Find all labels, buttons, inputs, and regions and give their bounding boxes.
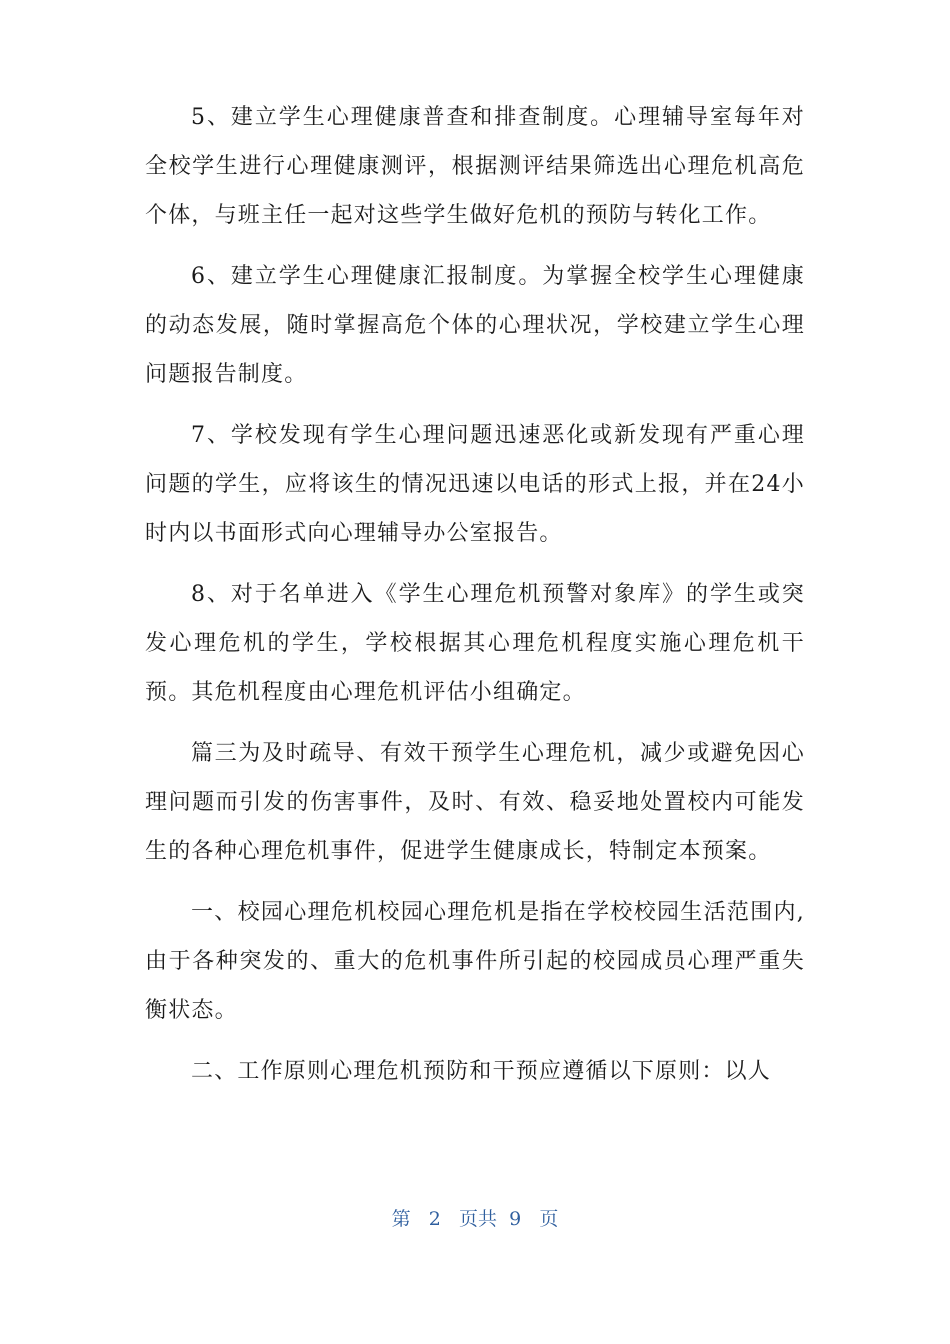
paragraph-item-7: 7、学校发现有学生心理问题迅速恶化或新发现有严重心理问题的学生，应将该生的情况迅速以电话的形式上报，并在24小时内以书面形式向心理辅导办公室报告。: [145, 423, 805, 546]
footer-current-page: 2: [428, 1208, 441, 1230]
footer-middle: 页共: [459, 1208, 498, 1230]
paragraph-section-one: 一、校园心理危机校园心理危机是指在学校校园生活范围内,由于各种突发的、重大的危机事件所引起的校园成员心理严重失衡状态。: [145, 900, 805, 1023]
footer-suffix: 页: [539, 1208, 559, 1230]
page-footer: [0, 1204, 950, 1231]
paragraph-item-5: 5、建立学生心理健康普查和排查制度。心理辅导室每年对全校学生进行心理健康测评，根据测评结果筛选出心理危机高危个体，与班主任一起对这些学生做好危机的预防与转化工作。: [145, 105, 805, 228]
footer-prefix: 第: [391, 1208, 411, 1230]
paragraph-item-8: 8、对于名单进入《学生心理危机预警对象库》的学生或突发心理危机的学生，学校根据其心理危机程度实施心理危机干预。其危机程度由心理危机评估小组确定。: [145, 582, 805, 705]
paragraph-item-6: 6、建立学生心理健康汇报制度。为掌握全校学生心理健康的动态发展，随时掌握高危个体的心理状况，学校建立学生心理问题报告制度。: [145, 264, 805, 387]
paragraph-section-three: 篇三为及时疏导、有效干预学生心理危机，减少或避免因心理问题而引发的伤害事件，及时、有效、稳妥地处置校内可能发生的各种心理危机事件，促进学生健康成长，特制定本预案。: [145, 741, 805, 864]
document-body: [145, 93, 805, 1108]
paragraph-section-two: 二、工作原则心理危机预防和干预应遵循以下原则：以人: [191, 1059, 772, 1084]
footer-total-pages: 9: [509, 1208, 522, 1230]
